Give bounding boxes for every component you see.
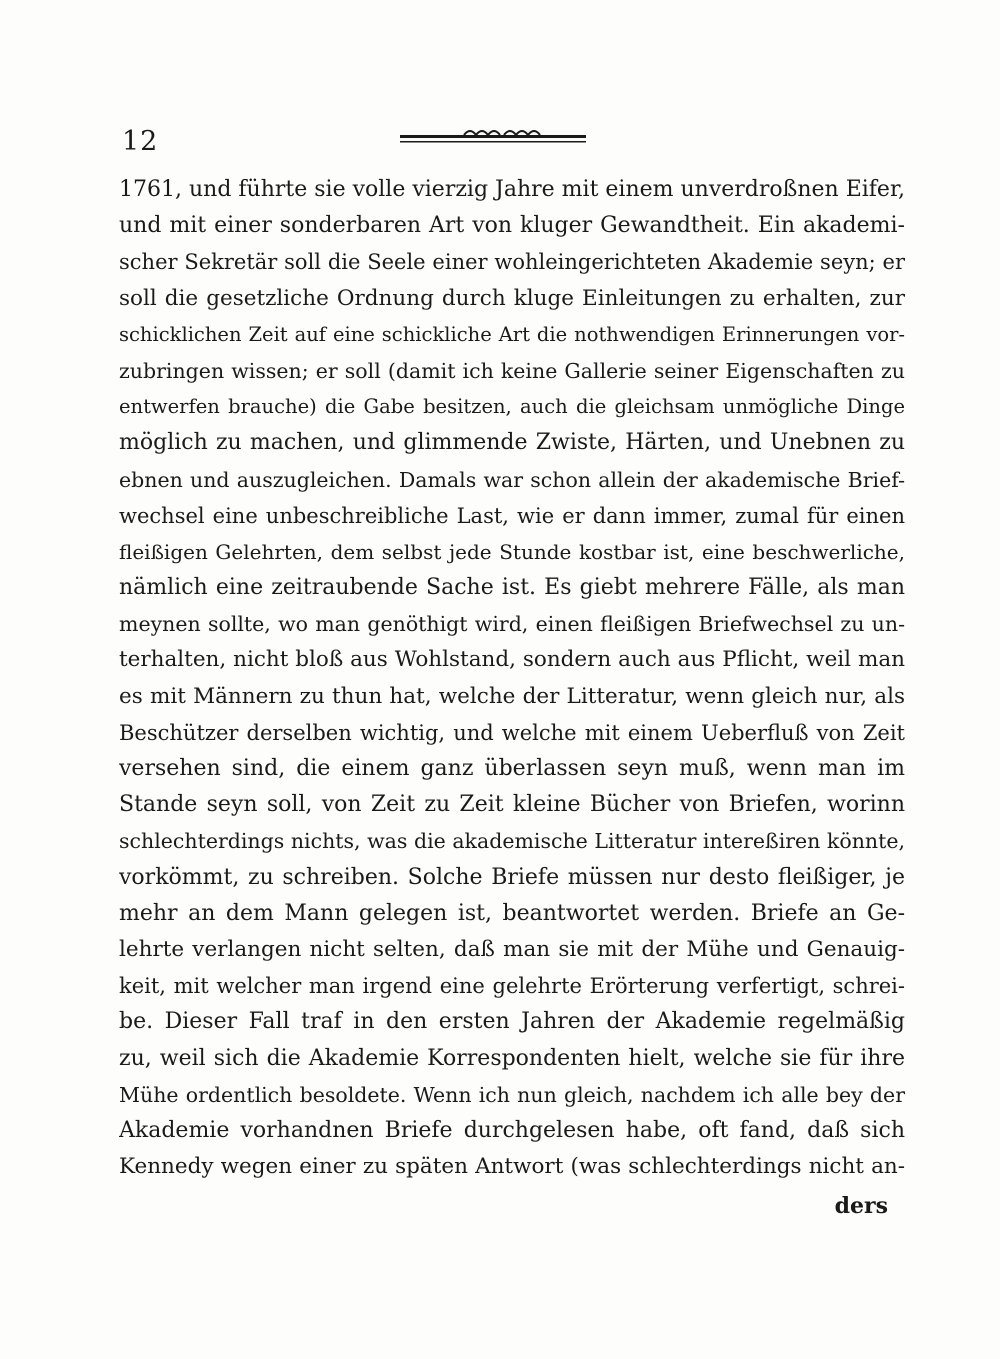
- text-line: be. Dieser Fall traf in den ersten Jahren der Akademie regelmäßig: [119, 1009, 905, 1035]
- header-ornament: [400, 126, 586, 148]
- text-line: schicklichen Zeit auf eine schickliche Art die nothwendigen Erinnerungen vor-: [119, 322, 905, 346]
- text-line: und mit einer sonderbaren Art von kluger Gewandtheit. Ein akademi-: [119, 213, 905, 239]
- text-line: Stande seyn soll, von Zeit zu Zeit kleine Bücher von Briefen, worinn: [119, 792, 905, 818]
- text-line: lehrte verlangen nicht selten, daß man sie mit der Mühe und Genauig-: [119, 936, 905, 962]
- text-line: ebnen und auszugleichen. Damals war schon allein der akademische Brief-: [119, 467, 905, 492]
- text-line: Akademie vorhandnen Briefe durchgelesen habe, oft fand, daß sich: [119, 1117, 905, 1143]
- text-line: vorkömmt, zu schreiben. Solche Briefe müssen nur desto fleißiger, je: [119, 864, 905, 890]
- text-line: zubringen wissen; er soll (damit ich keine Gallerie seiner Eigenschaften zu: [119, 358, 905, 383]
- text-line: versehen sind, die einem ganz überlassen seyn muß, wenn man im: [119, 756, 905, 781]
- text-line: meynen sollte, wo man genöthigt wird, einen fleißigen Briefwechsel zu un-: [119, 612, 905, 637]
- text-line: soll die gesetzliche Ordnung durch kluge Einleitungen zu erhalten, zur: [119, 285, 905, 311]
- text-line: scher Sekretär soll die Seele einer wohleingerichteten Akademie seyn; er: [119, 250, 905, 275]
- text-line: keit, mit welcher man irgend eine gelehrte Erörterung verfertigt, schrei-: [119, 974, 905, 999]
- text-line: wechsel eine unbeschreibliche Last, wie er dann immer, zumal für einen: [119, 503, 905, 528]
- text-line: möglich zu machen, und glimmende Zwiste, Härten, und Unebnen zu: [119, 430, 905, 456]
- text-line: Mühe ordentlich besoldete. Wenn ich nun gleich, nachdem ich alle bey der: [119, 1082, 905, 1107]
- text-line: 1761, und führte sie volle vierzig Jahre mit einem unverdroßnen Eifer,: [119, 177, 905, 202]
- text-line: es mit Männern zu thun hat, welche der Litteratur, wenn gleich nur, als: [119, 683, 905, 709]
- text-line: zu, weil sich die Akademie Korrespondenten hielt, welche sie für ihre: [119, 1045, 905, 1071]
- text-line: nämlich eine zeitraubende Sache ist. Es giebt mehrere Fälle, als man: [119, 575, 905, 601]
- page-number: 12: [122, 126, 159, 157]
- text-line: terhalten, nicht bloß aus Wohlstand, sondern auch aus Pflicht, weil man: [119, 647, 905, 673]
- text-line: entwerfen brauche) die Gabe besitzen, auch die gleichsam unmögliche Dinge: [119, 395, 905, 419]
- text-line: fleißigen Gelehrten, dem selbst jede Stunde kostbar ist, eine beschwerliche,: [119, 539, 905, 564]
- catchword: ders: [834, 1193, 888, 1219]
- body-text: [119, 172, 905, 1185]
- text-line: Beschützer derselben wichtig, und welche mit einem Ueberfluß von Zeit: [119, 720, 905, 745]
- text-line: Kennedy wegen einer zu späten Antwort (was schlechterdings nicht an-: [119, 1154, 905, 1180]
- text-line: schlechterdings nichts, was die akademische Litteratur intereßiren könnte,: [119, 829, 905, 854]
- text-line: mehr an dem Mann gelegen ist, beantwortet werden. Briefe an Ge-: [119, 900, 905, 926]
